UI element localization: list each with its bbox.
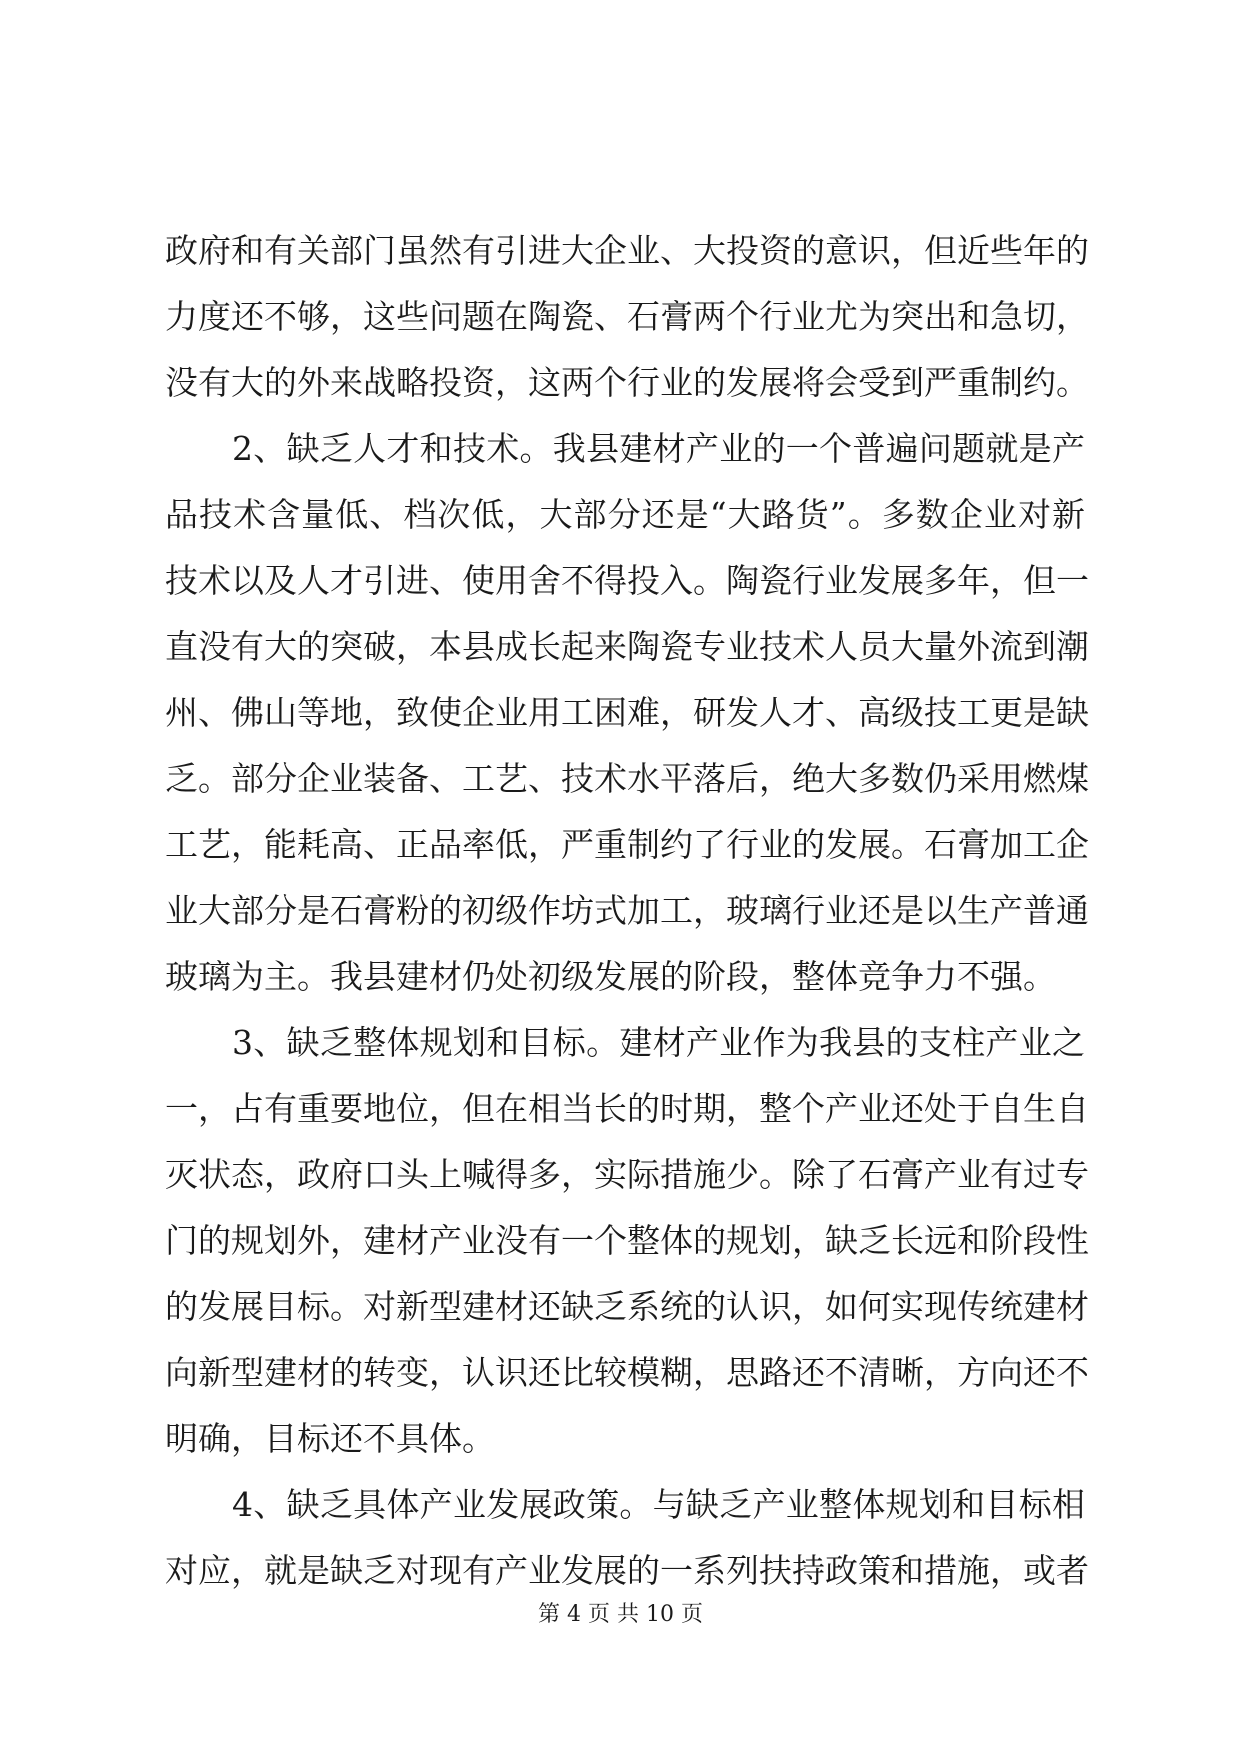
text-line: 灭状态，政府口头上喊得多，实际措施少。除了石膏产业有过专 bbox=[165, 1155, 1089, 1194]
text-line: 技术以及人才引进、使用舍不得投入。陶瓷行业发展多年，但一 bbox=[165, 561, 1089, 600]
paragraph-start-line: 4、缺乏具体产业发展政策。与缺乏产业整体规划和目标相 bbox=[232, 1485, 1085, 1524]
text-line: 乏。部分企业装备、工艺、技术水平落后，绝大多数仍采用燃煤 bbox=[165, 759, 1089, 798]
text-line: 对应，就是缺乏对现有产业发展的一系列扶持政策和措施，或者 bbox=[165, 1551, 1089, 1590]
text-line: 的发展目标。对新型建材还缺乏系统的认识，如何实现传统建材 bbox=[165, 1287, 1089, 1326]
text-line: 没有大的外来战略投资，这两个行业的发展将会受到严重制约。 bbox=[165, 363, 1089, 402]
paragraph-start-line: 2、缺乏人才和技术。我县建材产业的一个普遍问题就是产 bbox=[232, 429, 1085, 468]
text-line: 门的规划外，建材产业没有一个整体的规划，缺乏长远和阶段性 bbox=[165, 1221, 1089, 1260]
text-line: 直没有大的突破，本县成长起来陶瓷专业技术人员大量外流到潮 bbox=[165, 627, 1089, 666]
text-line: 工艺，能耗高、正品率低，严重制约了行业的发展。石膏加工企 bbox=[165, 825, 1089, 864]
text-line: 玻璃为主。我县建材仍处初级发展的阶段，整体竞争力不强。 bbox=[165, 957, 1056, 996]
text-line: 品技术含量低、档次低，大部分还是“大路货”。多数企业对新 bbox=[165, 495, 1085, 534]
text-line: 向新型建材的转变，认识还比较模糊，思路还不清晰，方向还不 bbox=[165, 1353, 1089, 1392]
text-line: 力度还不够，这些问题在陶瓷、石膏两个行业尤为突出和急切， bbox=[165, 297, 1089, 336]
text-line: 州、佛山等地，致使企业用工困难，研发人才、高级技工更是缺 bbox=[165, 693, 1089, 732]
page-number-footer: 第 4 页 共 10 页 bbox=[538, 1602, 703, 1627]
text-line: 明确，目标还不具体。 bbox=[165, 1419, 495, 1458]
text-line: 政府和有关部门虽然有引进大企业、大投资的意识，但近些年的 bbox=[165, 231, 1089, 270]
text-line: 业大部分是石膏粉的初级作坊式加工，玻璃行业还是以生产普通 bbox=[165, 891, 1089, 930]
paragraph-start-line: 3、缺乏整体规划和目标。建材产业作为我县的支柱产业之 bbox=[232, 1023, 1085, 1062]
text-line: 一，占有重要地位，但在相当长的时期，整个产业还处于自生自 bbox=[165, 1089, 1089, 1128]
